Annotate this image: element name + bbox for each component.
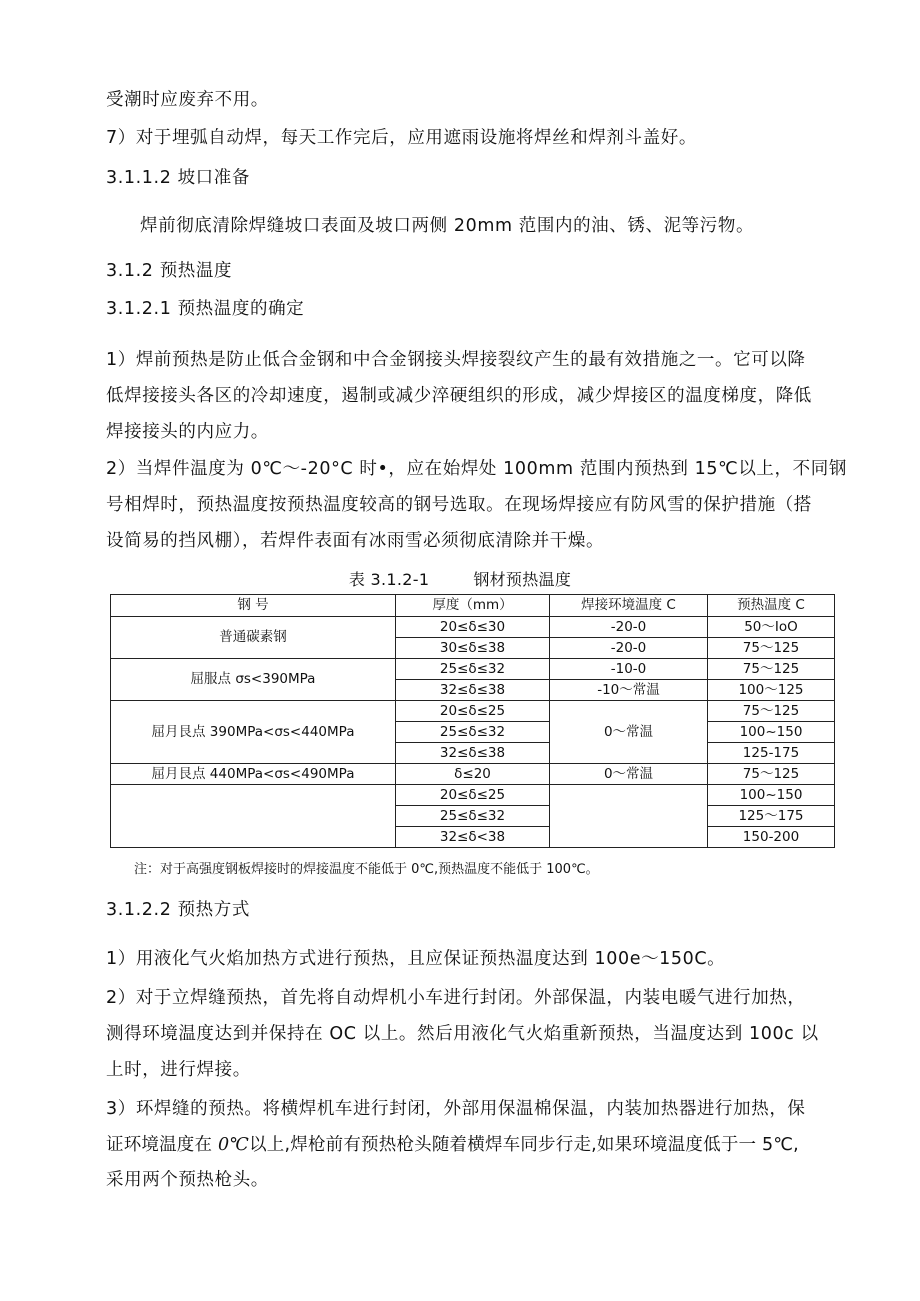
preheat-table [110,594,835,848]
preheat-cell: 75～125 [708,764,835,785]
para-line: 低焊接接头各区的冷却速度，遏制或减少淬硬组织的形成，减少焊接区的温度梯度，降低 [106,386,812,406]
env-temp-cell: -10-0 [550,659,708,680]
preheat-cell: 100~150 [708,722,835,743]
para-line: 1）用液化气火焰加热方式进行预热，且应保证预热温度达到 100e～150C。 [106,949,726,969]
table-caption-title: 钢材预热温度 [473,570,572,589]
preheat-cell: 125-175 [708,743,835,764]
env-temp-cell: -20-0 [550,617,708,638]
table-row [111,785,835,806]
para-line: 2）当焊件温度为 0℃～-20°C 时•，应在始焊处 100mm 范围内预热到 15℃以上，不同钢 [106,459,847,479]
section-heading: 3.1.2.2 预热方式 [106,900,250,920]
preheat-cell: 75～125 [708,638,835,659]
table-header-row [111,595,835,617]
env-temp-cell: -10～常温 [550,680,708,701]
para-line: 2）对于立焊缝预热，首先将自动焊机小车进行封闭。外部保温，内装电暖气进行加热， [106,988,806,1008]
para-line: 号相焊时，预热温度按预热温度较高的钢号选取。在现场焊接应有防风雪的保护措施（搭 [106,495,812,515]
para-line: 上时，进行焊接。 [106,1060,251,1080]
para-text: 证环境温度在 [106,1135,218,1155]
preheat-cell: 100～125 [708,680,835,701]
italic-temperature: 0℃ [217,1135,250,1155]
para-line: 测得环境温度达到并保持在 OC 以上。然后用液化气火焰重新预热，当温度达到 100c 以 [106,1024,819,1044]
thickness-cell: 32≤δ≤38 [396,743,550,764]
para-line: 设简易的挡风棚），若焊件表面有冰雨雪必须彻底清除并干燥。 [106,531,605,551]
thickness-cell: 25≤δ≤32 [396,659,550,680]
para-line: 1）焊前预热是防止低合金钢和中合金钢接头焊接裂纹产生的最有效措施之一。它可以降 [106,350,806,370]
thickness-cell: δ≤20 [396,764,550,785]
para-line [106,1133,799,1157]
preheat-cell: 50～IoO [708,617,835,638]
section-heading: 3.1.2.1 预热温度的确定 [106,299,305,319]
preheat-cell: 75～125 [708,701,835,722]
table-row [111,659,835,680]
table-row [111,701,835,722]
thickness-cell: 32≤δ<38 [396,827,550,848]
preheat-cell: 75～125 [708,659,835,680]
steel-cell: 屈服点 σs<390MPa [111,659,396,701]
section-heading: 3.1.2 预热温度 [106,261,233,281]
para-line: 焊接接头的内应力。 [106,422,269,442]
header-thickness: 厚度（mm） [396,595,550,617]
thickness-cell: 25≤δ≤32 [396,806,550,827]
para-line: 焊前彻底清除焊缝坡口表面及坡口两侧 20mm 范围内的油、锈、泥等污物。 [140,216,755,236]
thickness-cell: 20≤δ≤25 [396,701,550,722]
env-temp-cell: -20-0 [550,638,708,659]
para-line: 受潮时应废弃不用。 [106,90,269,110]
para-line: 采用两个预热枪头。 [106,1170,269,1190]
steel-cell: 屈月艮点 390MPa<σs<440MPa [111,701,396,764]
para-text: 以上,焊枪前有预热枪头随着横焊车同步行走,如果环境温度低于一 5℃, [249,1135,799,1155]
para-line: 7）对于埋弧自动焊，每天工作完后，应用遮雨设施将焊丝和焊剂斗盖好。 [106,128,697,148]
table-caption [0,569,920,591]
table-caption-number: 表 3.1.2-1 [348,570,430,589]
section-heading: 3.1.1.2 坡口准备 [106,168,250,188]
header-env-temp: 焊接环境温度 C [550,595,708,617]
preheat-cell: 125～175 [708,806,835,827]
header-steel: 钢 号 [111,595,396,617]
steel-cell: 屈月艮点 440MPa<σs<490MPa [111,764,396,785]
env-temp-cell: 0～常温 [550,701,708,764]
thickness-cell: 20≤δ≤30 [396,617,550,638]
thickness-cell: 20≤δ≤25 [396,785,550,806]
steel-cell: 普通碳素钢 [111,617,396,659]
thickness-cell: 25≤δ≤32 [396,722,550,743]
table-note: 注：对于高强度钢板焊接时的焊接温度不能低于 0℃,预热温度不能低于 100℃。 [134,862,599,877]
preheat-cell: 150-200 [708,827,835,848]
env-temp-cell [550,785,708,848]
para-line: 3）环焊缝的预热。将横焊机车进行封闭，外部用保温棉保温，内装加热器进行加热，保 [106,1099,806,1119]
header-preheat-temp: 预热温度 C [708,595,835,617]
thickness-cell: 30≤δ≤38 [396,638,550,659]
table-row [111,764,835,785]
table-row [111,617,835,638]
steel-cell [111,785,396,848]
thickness-cell: 32≤δ≤38 [396,680,550,701]
preheat-cell: 100~150 [708,785,835,806]
env-temp-cell: 0～常温 [550,764,708,785]
